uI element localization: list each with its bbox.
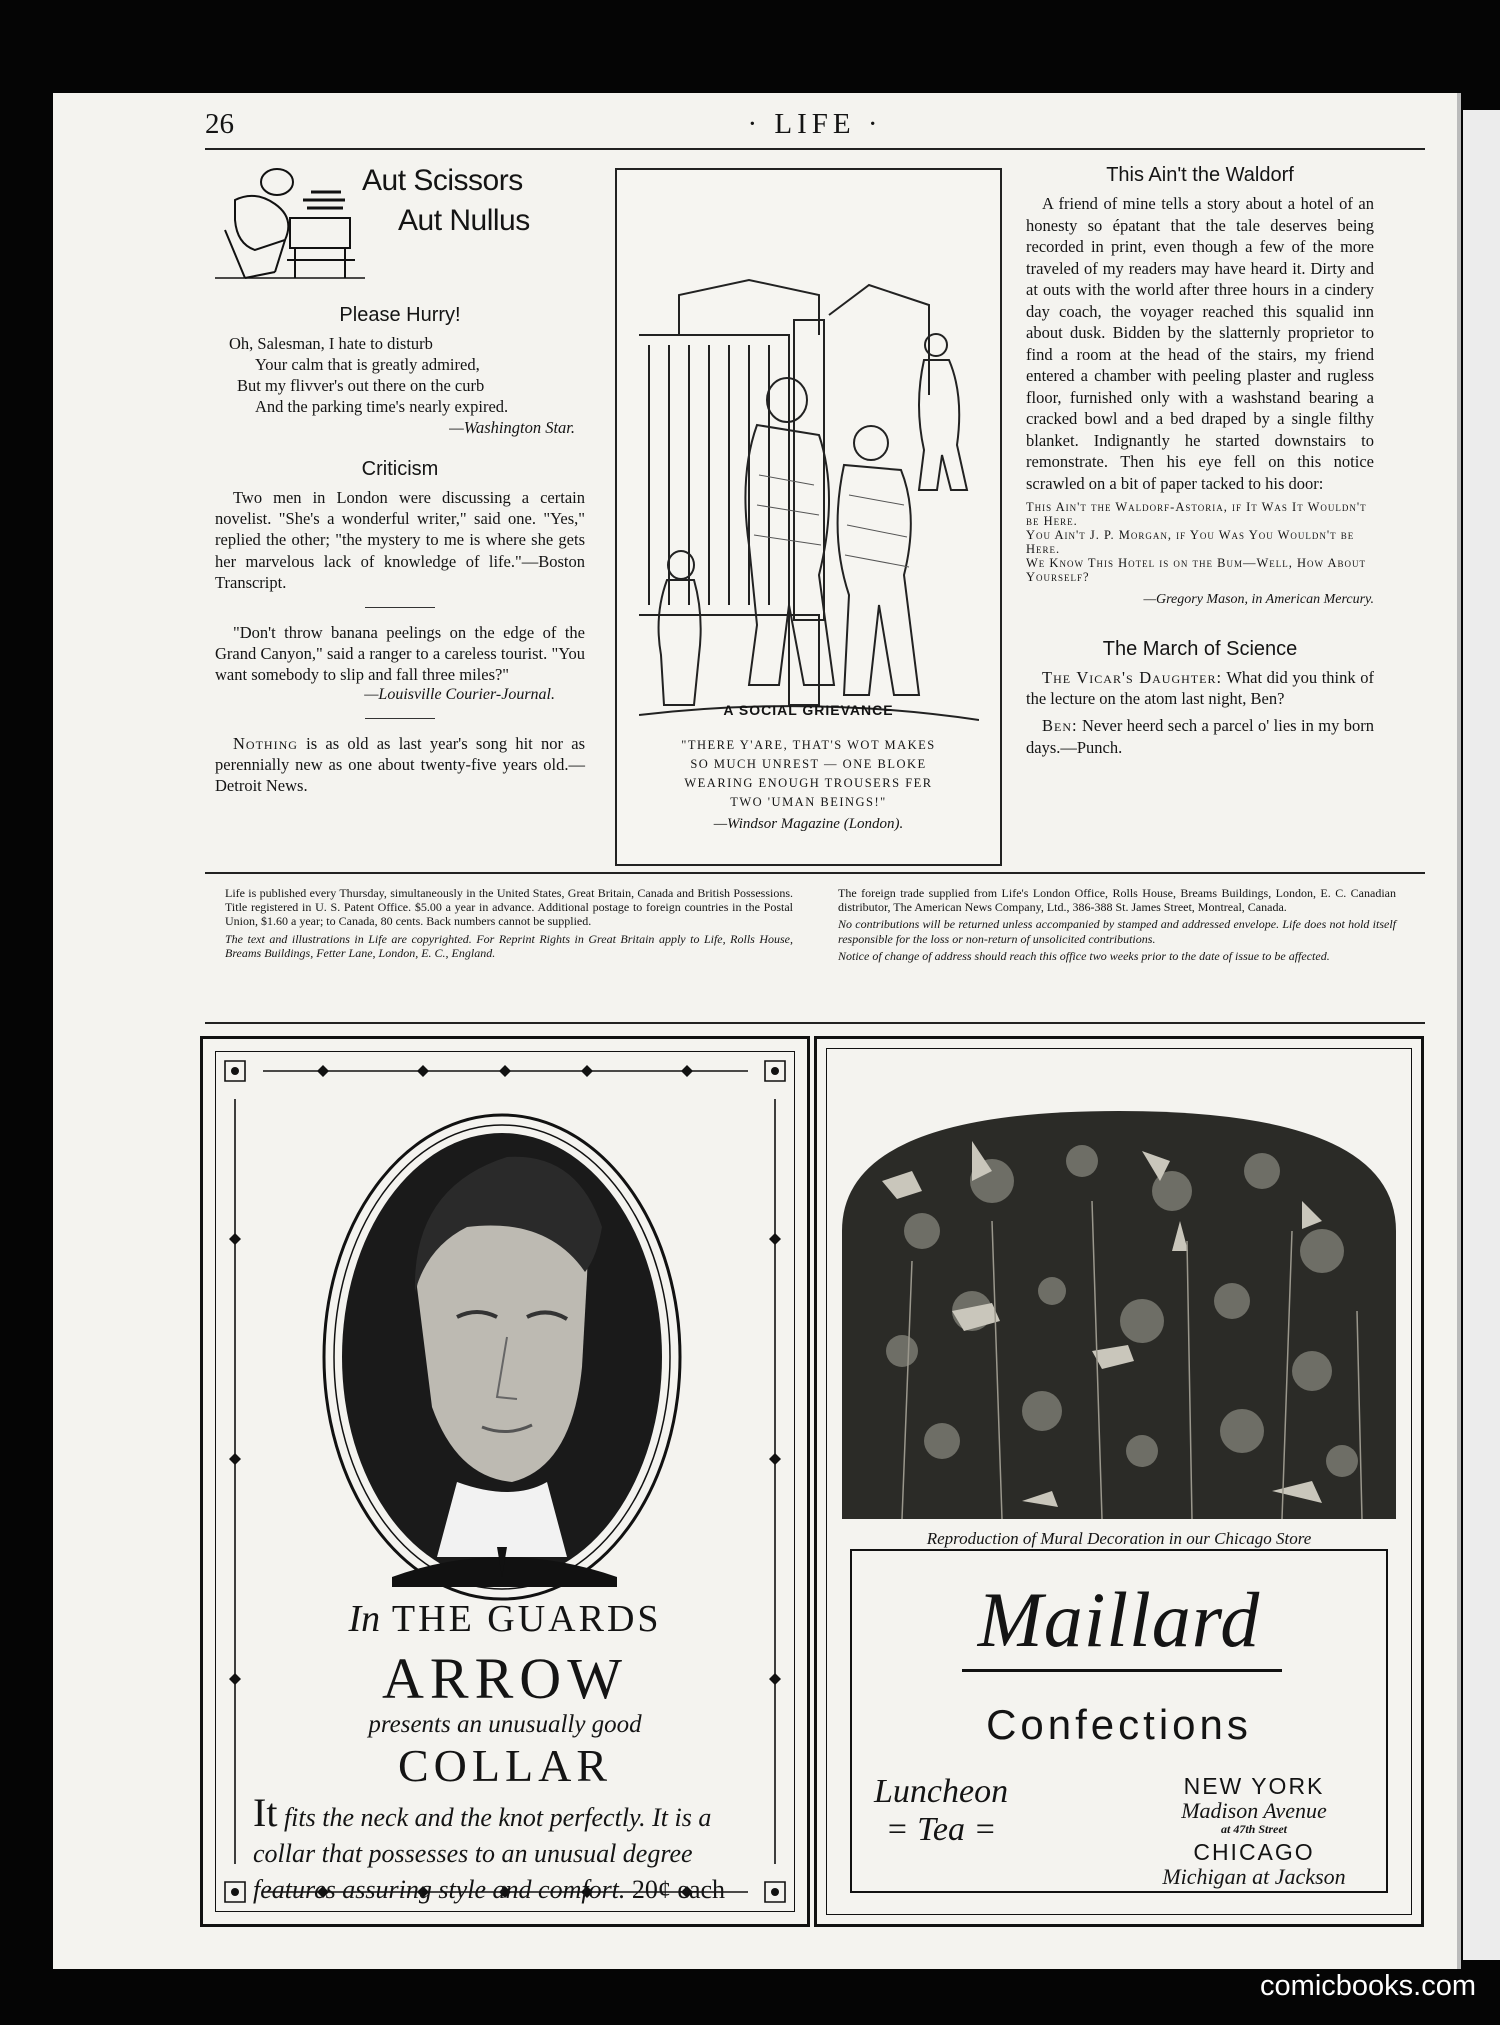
please-hurry-source: —Washington Star. (449, 418, 575, 437)
page-number: 26 (205, 108, 234, 140)
speaker: The Vicar's Daughter: (1042, 668, 1223, 687)
dialogue: What did you think of the lecture on the atom last night, Ben? (1026, 668, 1374, 709)
city: CHICAGO (1193, 1839, 1315, 1865)
price: 20¢ each (631, 1875, 726, 1904)
publication-rule-bottom (205, 1022, 1425, 1024)
publication-info-right (838, 886, 1396, 966)
contributions-notice: No contributions will be returned unless accompanied by stamped and addressed envelope. Life does not hold itself responsible for the loss or non-return of unsolicited contributions. (838, 917, 1396, 946)
waldorf-notice (1026, 500, 1374, 584)
cartoon-caption (637, 736, 980, 812)
page-edge (1457, 93, 1461, 1969)
aut-scissors-logo (215, 160, 595, 285)
caption-line: SO MUCH UNREST — ONE BLOKE (690, 757, 927, 771)
collar-text: COLLAR (398, 1740, 612, 1791)
page-header (205, 108, 1425, 142)
presents-line: presents an unusually good (368, 1711, 642, 1738)
cartoon-title: A SOCIAL GRIEVANCE (723, 702, 894, 718)
city: NEW YORK (1183, 1773, 1325, 1799)
waldorf-source: —Gregory Mason, in American Mercury. (1143, 592, 1374, 607)
running-head: · LIFE · (747, 108, 883, 140)
verse-line: Oh, Salesman, I hate to disturb (229, 334, 433, 353)
march-title: The March of Science (1102, 638, 1298, 660)
foreign-trade: The foreign trade supplied from Life's London Office, Rolls House, Breams Buildings, London, E. C. Canadian distributor, The American News Company, Ltd., 386-388 St. James Street, Montreal, Canada. (838, 886, 1396, 915)
maillard-brand: Maillard (977, 1576, 1261, 1663)
drop-cap: It (253, 1790, 278, 1835)
mural-decoration-image (842, 1111, 1396, 1519)
arrow-ad-copy (253, 1790, 767, 1908)
mural-caption: Reproduction of Mural Decoration in our Chicago Store (926, 1529, 1312, 1548)
nothing-lead: Nothing (233, 733, 298, 753)
banana-text: "Don't throw banana peelings on the edge of the Grand Canyon," said a ranger to a careless tourist. "You want somebody to slip and fall three miles?" (215, 623, 585, 685)
chicago-location (1144, 1839, 1364, 1888)
right-column (1026, 164, 1374, 764)
logo-line-2: Aut Nullus (398, 204, 530, 237)
verse-line: Your calm that is greatly admired, (255, 355, 480, 374)
copyright-notice: The text and illustrations in Life are copyrighted. For Reprint Rights in Great Britain apply to Life, Rolls House, Breams Buildings, Fetter Lane, London, E. C., England. (225, 931, 793, 960)
please-hurry-verse (215, 333, 585, 438)
verse-line: But my flivver's out there on the curb (237, 376, 485, 395)
march-paragraph-1 (1026, 667, 1374, 709)
guards-line (203, 1597, 807, 1641)
waldorf-text: A friend of mine tells a story about a hotel of an honesty so épatant that the tale deserves being recorded in print, even though a few of the more traveled of my readers may have heard it. Dirty and at outs with the world after three hours in a cindery day coach, the voyager reached this squalid inn about dusk. Bidden by the slatternly proprietor to find a room at the head of the stairs, my friend entered a chamber with peeling plaster and rugless floor, furnished only with a washstand bearing a cracked bowl and a bed draped by a single filthy blanket. Indignantly he started downstairs to remonstrate. Then his eye fell on this notice scrawled on a bit of paper tacked to his door: (1026, 194, 1374, 493)
brand-underline (962, 1669, 1282, 1672)
luncheon-text: Luncheon (874, 1773, 1009, 1810)
nothing-text: is as old as last year's song hit nor as perennially new as one about twenty-five years old.—Detroit News. (215, 733, 585, 796)
waldorf-title: This Ain't the Waldorf (1106, 164, 1294, 186)
criticism-title: Criticism (361, 458, 439, 480)
left-column (215, 304, 585, 802)
new-york-location (1144, 1773, 1364, 1837)
street: Michigan at Jackson (1162, 1864, 1346, 1889)
editor-scissors-icon (215, 160, 365, 285)
street: Madison Avenue (1181, 1798, 1327, 1823)
speaker: Ben: (1042, 716, 1078, 736)
cross-street: at 47th Street (1220, 1822, 1287, 1836)
please-hurry-title: Please Hurry! (339, 304, 461, 326)
publication-info-left (225, 886, 793, 963)
guards-text: THE GUARDS (380, 1598, 662, 1640)
copy-text: fits the neck and the knot perfectly. It is a collar that possesses to an unusual degree features assuring style and comfort. (253, 1803, 712, 1904)
cartoon-panel (615, 168, 1002, 866)
dialogue: Never heerd sech a parcel o' lies in my born days.—Punch. (1026, 716, 1374, 757)
man-portrait-image (317, 1107, 687, 1627)
logo-line-1: Aut Scissors (362, 164, 523, 197)
facing-page-strip (1463, 110, 1500, 1960)
address-notice: Notice of change of address should reach this office two weeks prior to the date of issue to be affected. (838, 948, 1330, 963)
maillard-info-box (850, 1549, 1388, 1893)
arrow-brand: ARROW (382, 1646, 628, 1711)
cartoon-source: —Windsor Magazine (London). (713, 816, 904, 832)
criticism-text: Two men in London were discussing a certain novelist. "She's a wonderful writer," said one. "Yes," replied the other; "the mystery to me is where she gets her marvelous lack of knowledge of life."—Boston Transcript. (215, 488, 585, 592)
publication-rule-top (205, 872, 1425, 874)
tea-line: = Tea = (885, 1811, 997, 1848)
arrow-collar-ad (200, 1036, 810, 1927)
notice-line: We Know This Hotel is on the Bum—Well, How About Yourself? (1026, 556, 1366, 584)
confections-text: Confections (986, 1701, 1252, 1748)
publication-terms: Life is published every Thursday, simultaneously in the United States, Great Britain, Canada and British Possessions. Title registered in U. S. Patent Office. $5.00 a year in advance. Additional postage to foreign countries in the Postal Union, $1.60 a year; to Canada, 80 cents. Back numbers cannot be supplied. (225, 886, 793, 929)
verse-line: And the parking time's nearly expired. (255, 397, 509, 416)
section-separator (365, 607, 435, 608)
caption-line: WEARING ENOUGH TROUSERS FER (684, 776, 933, 790)
march-paragraph-2 (1026, 715, 1374, 757)
in-word: In (348, 1598, 381, 1640)
section-separator (365, 718, 435, 719)
maillard-ad (814, 1036, 1424, 1927)
notice-line: This Ain't the Waldorf-Astoria, if It Was It Wouldn't be Here. (1026, 500, 1367, 528)
tea-text: Tea (917, 1811, 965, 1848)
luncheon-tea (874, 1773, 1008, 1849)
header-rule (205, 148, 1425, 150)
caption-line: TWO 'UMAN BEINGS!" (730, 795, 887, 809)
banana-source: —Louisville Courier-Journal. (364, 685, 555, 703)
notice-line: You Ain't J. P. Morgan, if You Was You Wouldn't be Here. (1026, 528, 1355, 556)
nothing-paragraph (215, 733, 585, 797)
watermark: comicbooks.com (1260, 1970, 1476, 2002)
caption-line: "THERE Y'ARE, THAT'S WOT MAKES (681, 738, 936, 752)
